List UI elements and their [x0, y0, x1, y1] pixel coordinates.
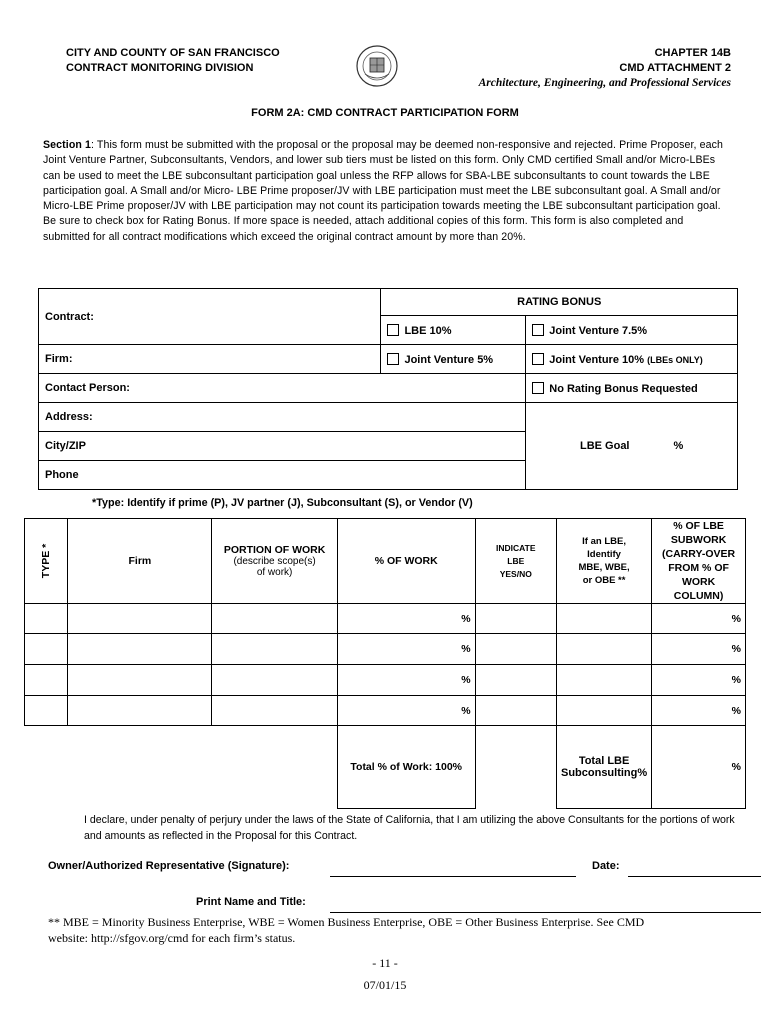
revision-date: 07/01/15 — [363, 978, 407, 992]
col-indicate-line3: YES/NO — [499, 568, 532, 579]
attachment: CMD ATTACHMENT 2 — [619, 62, 731, 74]
col-iflbe-line1: If an LBE, — [582, 536, 626, 547]
org-name — [66, 46, 280, 76]
pct-sub-symbol: % — [731, 643, 741, 655]
pct-work-symbol: % — [461, 704, 471, 717]
pct-sub-cell[interactable] — [652, 696, 746, 726]
col-indicate-line1: INDICATE — [496, 542, 536, 553]
jv10-label: Joint Venture 10% — [549, 353, 645, 366]
pct-work-cell[interactable] — [337, 634, 475, 665]
date-line[interactable] — [628, 876, 761, 877]
print-name-line[interactable] — [330, 912, 761, 913]
col-sub-line3: (CARRY-OVER — [662, 548, 736, 560]
section1-text: : This form must be submitted with the proposal or the proposal may be deemed non-responsive and rejected. Prime Proposer, each Joint Venture Partner, Subconsultants, Vendors, and lower sub tiers must be listed on this form. Only CMD certified Small and/or Micro-LBEs can be used to meet the LBE subconsultant participation goal unless the RFP allows for SBA-LBE subconsultants to count towards the LBE participation goal. A Small and/or Micro- LBE Prime proposer/JV with LBE participation must meet the LBE subconsultant goal. A Small and/or Micro-LBE Prime proposer/JV with LBE participation may not count its participation towards meeting the LBE subconsultant participation goal. Be sure to check box for Rating Bonus. If more space is needed, attach additional copies of this form. This form is also completed and submitted for all contract modifications which exceed the original contract amount by more than 20%. — [43, 139, 723, 243]
jv5-label: Joint Venture 5% — [404, 353, 494, 366]
pct-work-cell[interactable] — [337, 665, 475, 696]
footnote-line2: website: http://sfgov.org/cmd for each firm’s status. — [48, 931, 296, 945]
org-line2: CONTRACT MONITORING DIVISION — [66, 62, 254, 74]
portion-cell[interactable] — [212, 604, 338, 634]
pct-sub-cell[interactable] — [652, 634, 746, 665]
declaration: I declare, under penalty of perjury under the laws of the State of California, that I am utilizing the above Consultants for the portions of work and amounts as reflected in the Proposal for this Contract. — [84, 814, 735, 842]
header-subtitle: Architecture, Engineering, and Professional Services — [478, 77, 731, 89]
col-pct-work-label: % OF WORK — [374, 555, 438, 567]
firm-cell[interactable] — [68, 604, 212, 634]
total-lbe-line1: Total LBE — [578, 755, 630, 767]
pct-sub-cell[interactable] — [652, 604, 746, 634]
pct-sub-symbol: % — [731, 612, 741, 625]
print-name-label: Print Name and Title: — [196, 896, 306, 908]
address-label: Address: — [45, 411, 93, 423]
col-indicate-line2: LBE — [507, 555, 525, 566]
contact-cell[interactable] — [39, 374, 526, 403]
lbe10-option[interactable] — [381, 316, 526, 345]
chapter: CHAPTER 14B — [654, 47, 731, 59]
phone-cell[interactable] — [39, 461, 526, 490]
col-sub-line1: % OF LBE — [673, 520, 724, 532]
section1-label: Section 1 — [43, 139, 91, 151]
signature-line[interactable] — [330, 876, 576, 877]
col-type-label: TYPE * — [40, 543, 53, 579]
rating-bonus-header — [381, 289, 738, 316]
indicate-cell[interactable] — [475, 696, 556, 726]
col-sub-header — [652, 519, 746, 604]
portion-cell[interactable] — [212, 665, 338, 696]
indicate-cell[interactable] — [475, 604, 556, 634]
col-type-header — [25, 519, 68, 604]
city-zip-label: City/ZIP — [45, 440, 86, 452]
indicate-cell[interactable] — [475, 665, 556, 696]
lbe-goal-label: LBE Goal — [579, 440, 630, 452]
address-cell[interactable] — [39, 403, 526, 432]
page-number: - 11 - — [372, 956, 398, 970]
jv5-option[interactable] — [381, 345, 526, 374]
iflbe-cell[interactable] — [556, 634, 651, 665]
firm-cell[interactable] — [68, 696, 212, 726]
type-cell[interactable] — [25, 665, 68, 696]
portion-cell[interactable] — [212, 634, 338, 665]
type-note: *Type: Identify if prime (P), JV partner (J), Subconsultant (S), or Vendor (V) — [92, 497, 473, 509]
contact-label: Contact Person: — [45, 382, 130, 394]
total-lbe-cell — [556, 726, 651, 809]
pct-sub-cell[interactable] — [652, 665, 746, 696]
pct-work-cell[interactable] — [337, 604, 475, 634]
col-pct-work-header — [337, 519, 475, 604]
lbe10-label: LBE 10% — [404, 324, 452, 337]
lbe-goal-pct: % — [673, 440, 684, 452]
total-work-label: Total % of Work: 100% — [350, 761, 463, 773]
jv10-checkbox[interactable] — [532, 353, 544, 365]
jv5-checkbox[interactable] — [387, 353, 399, 365]
pct-work-symbol: % — [461, 612, 471, 625]
total-pct-cell[interactable] — [652, 726, 746, 809]
firm-label: Firm: — [45, 353, 73, 365]
firm-cell[interactable] — [39, 345, 381, 374]
no-bonus-checkbox[interactable] — [532, 382, 544, 394]
pct-work-symbol: % — [461, 674, 471, 686]
table-row — [25, 604, 746, 634]
total-work-cell — [337, 726, 475, 809]
org-line1: CITY AND COUNTY OF SAN FRANCISCO — [66, 47, 280, 59]
col-indicate-header — [475, 519, 556, 604]
firm-cell[interactable] — [68, 634, 212, 665]
footnote — [48, 914, 644, 946]
jv75-checkbox[interactable] — [532, 324, 544, 336]
pct-work-symbol: % — [461, 643, 471, 655]
total-pct-symbol: % — [731, 761, 741, 773]
indicate-cell[interactable] — [475, 634, 556, 665]
no-bonus-label: No Rating Bonus Requested — [549, 382, 698, 395]
iflbe-cell[interactable] — [556, 696, 651, 726]
contract-label: Contract: — [45, 310, 94, 323]
col-firm-label: Firm — [128, 555, 152, 567]
lbe-goal-cell[interactable] — [526, 403, 738, 490]
table-row — [25, 634, 746, 665]
col-portion-header — [212, 519, 338, 604]
date-label: Date: — [592, 860, 620, 872]
city-seal-icon — [355, 44, 399, 88]
jv75-label: Joint Venture 7.5% — [549, 324, 648, 337]
col-sub-line5: WORK COLUMN) — [673, 576, 724, 602]
col-sub-line2: SUBWORK — [670, 534, 727, 546]
section1-paragraph — [43, 138, 733, 245]
iflbe-cell[interactable] — [556, 665, 651, 696]
col-portion-line3: of work) — [256, 567, 293, 578]
phone-label: Phone — [45, 469, 79, 481]
no-bonus-option[interactable] — [526, 374, 738, 403]
jv10-option[interactable] — [526, 345, 738, 374]
jv10-note: (LBEs ONLY) — [647, 354, 703, 365]
col-iflbe-header — [556, 519, 651, 604]
iflbe-cell[interactable] — [556, 604, 651, 634]
col-iflbe-line2: Identify — [587, 549, 621, 560]
portion-cell[interactable] — [212, 696, 338, 726]
firm-cell[interactable] — [68, 665, 212, 696]
total-lbe-line2: Subconsulting% — [560, 767, 648, 779]
col-sub-line4: FROM % OF — [668, 562, 729, 574]
col-firm-header — [68, 519, 212, 604]
type-cell[interactable] — [25, 696, 68, 726]
col-portion-line2: (describe scope(s) — [233, 556, 316, 567]
col-portion-line1: PORTION OF WORK — [223, 544, 326, 556]
col-iflbe-line4: or OBE ** — [582, 575, 626, 586]
table-row — [25, 696, 746, 726]
totals-row — [25, 726, 746, 809]
participation-table — [24, 518, 746, 809]
pct-work-cell[interactable] — [337, 696, 475, 726]
pct-sub-symbol: % — [731, 674, 741, 686]
table-row — [25, 665, 746, 696]
signature-label: Owner/Authorized Representative (Signature): — [48, 860, 290, 872]
pct-sub-symbol: % — [731, 704, 741, 717]
contract-cell[interactable] — [39, 289, 381, 345]
type-cell[interactable] — [25, 634, 68, 665]
jv75-option[interactable] — [526, 316, 738, 345]
form-title: FORM 2A: CMD CONTRACT PARTICIPATION FORM — [251, 107, 519, 119]
rating-bonus-label: RATING BONUS — [517, 296, 602, 308]
city-zip-cell[interactable] — [39, 432, 526, 461]
lbe10-checkbox[interactable] — [387, 324, 399, 336]
footnote-line1: ** MBE = Minority Business Enterprise, WBE = Women Business Enterprise, OBE = Other Business Enterprise. See CMD — [48, 915, 645, 929]
chapter-block — [619, 46, 731, 76]
contract-info-table — [38, 288, 738, 490]
type-cell[interactable] — [25, 604, 68, 634]
col-iflbe-line3: MBE, WBE, — [578, 562, 630, 573]
